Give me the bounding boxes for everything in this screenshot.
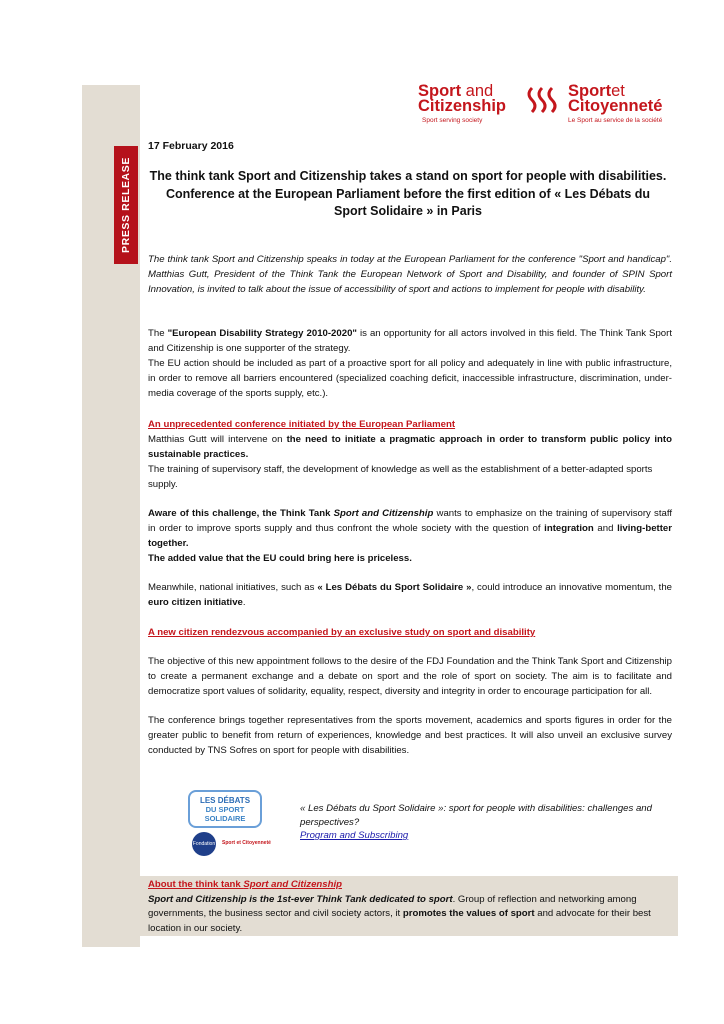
strategy-section: The "European Disability Strategy 2010-2020" is an opportunity for all actors involved in this field. The Think Tank Sport and Citizenship is one supporter of the strategy. The EU action should be included as part of a proactive sport for all policy and adequately in line with public infrastructure, in order to remove all barriers encountered (specialized coaching deficit, inaccessible infrastructure, discrimination, under-media coverage of the sports supply, etc.).	[148, 328, 672, 399]
conference-section: An unprecedented conference initiated by the European Parliament Matthias Gutt will intervene on the need to initiate a pragmatic approach in order to transform public policy into sustainable practices. The training of supervisory staff, the development of knowledge as well as the establishment of a better-adapted sports supply. Aware of this challenge, the Think Tank Sport and Citizenship wants to emphasize on the training of supervisory staff in order to improve sports supply and thus confront the whole society with the question of integration and living-better together. The added value that the EU could bring here is priceless. Meanwhile, national initiatives, such as « Les Débats du Sport Solidaire », could introduce an innovative momentum, the euro citizen initiative.	[148, 419, 672, 608]
footer-heading: About the think tank Sport and Citizenship	[148, 879, 343, 890]
fdj-foundation-logo: Fondation FDJ	[192, 832, 216, 856]
program-link[interactable]: Program and Subscribing	[300, 830, 409, 841]
release-date: 17 February 2016	[148, 140, 234, 152]
logo-tagline-fr: Le Sport au service de la société	[568, 117, 663, 124]
page-title: The think tank Sport and Citizenship takes a stand on sport for people with disabilities. Conference at the European Parliament before the first edition of « Les Débats du Sport Solidaire » in Paris	[149, 169, 667, 218]
logo-english: Sport and Citizenship	[418, 82, 507, 115]
partner-logo: Sport et Citoyenneté	[222, 840, 271, 846]
event-title: « Les Débats du Sport Solidaire »: sport for people with disabilities: challenges and perspectives?	[300, 803, 652, 828]
logo-tagline-en: Sport serving society	[422, 117, 483, 124]
event-logo	[188, 790, 284, 871]
organization-logo	[418, 84, 690, 126]
debats-logo: LES DÉBATS DU SPORT SOLIDAIRE	[188, 790, 262, 828]
section-heading: A new citizen rendezvous accompanied by an exclusive study on sport and disability	[148, 627, 536, 638]
logo-swirl-icon	[526, 84, 562, 116]
logo-french: Sportet Citoyenneté	[568, 82, 663, 115]
event-info	[300, 802, 660, 843]
intro-paragraph: The think tank Sport and Citizenship speaks in today at the European Parliament for the conference "Sport and handicap". Matthias Gutt, President of the Think Tank the European Network of Sport and Disability, and founder of SPIN Sport Innovation, is invited to talk about the issue of accessibility of sport and actions to implement for people with disability.	[148, 254, 672, 295]
study-section: A new citizen rendezvous accompanied by an exclusive study on sport and disability The objective of this new appointment follows to the desire of the FDJ Foundation and the Think Tank Sport and Citizenship to create a permanent exchange and a debate on sport and the role of sport on society. The aim is to facilitate and democratize sport values of solidarity, equality, respect, diversity and integrity in order to encourage participation for all. The conference brings together representatives from the sports movement, academics and sports figures in order for the greater public to benefit from return of experiences, knowledge and best practices. It will also unveil an exclusive survey conducted by TNS Sofres on sport for people with disabilities.	[148, 627, 672, 756]
press-release-label: PRESS RELEASE	[120, 157, 133, 253]
press-release-tab	[114, 146, 138, 264]
about-footer: About the think tank Sport and Citizenship Sport and Citizenship is the 1st-ever Think Tank dedicated to sport. Group of reflection and networking among governments, the business sector and civil society actors, it promotes the values of sport and advocate for their best location in our society.	[140, 876, 678, 936]
section-heading: An unprecedented conference initiated by the European Parliament	[148, 419, 456, 430]
